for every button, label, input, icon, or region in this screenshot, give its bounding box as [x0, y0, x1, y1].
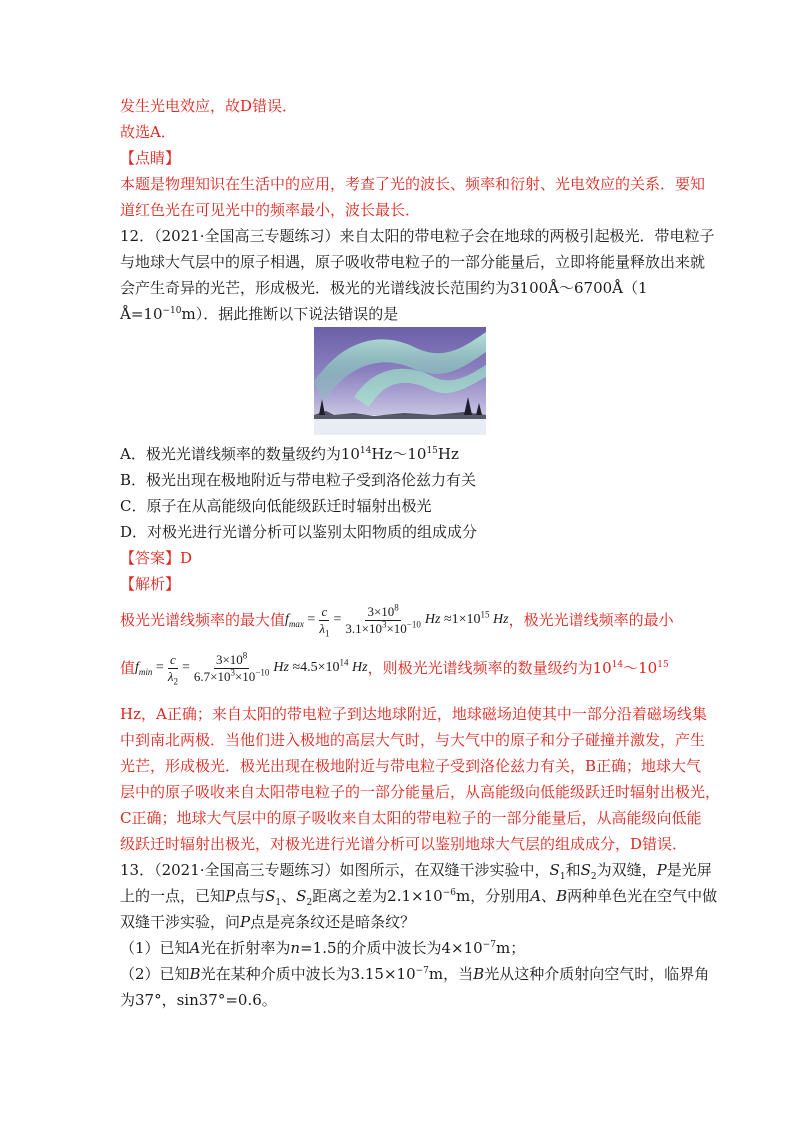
eq1-num-exp: 8 [394, 602, 399, 613]
eq2-prefix: 值 [120, 659, 136, 677]
q13-l2d: 距离之差为2.1×10 [312, 887, 443, 905]
analysis-line-3: 光芒，形成极光．极光出现在极地附近与带电粒子受到洛伦兹力有关，B正确；地球大气 [120, 757, 702, 775]
analysis-label: 【解析】 [120, 575, 181, 593]
q13-s2-exp: −7 [415, 966, 429, 976]
q13-b: B [556, 887, 568, 905]
q13-p-2: P [225, 887, 236, 905]
eq1-c: c [321, 603, 328, 619]
aurora-image [314, 327, 486, 435]
eq2-den2: ×10 [234, 668, 256, 684]
dianjing-line-1: 本题是物理知识在生活中的应用，考查了光的波长、频率和衍射、光电效应的关系．要知 [120, 175, 706, 193]
eq2-c: c [169, 651, 176, 667]
eq2-equals-2: = [181, 660, 190, 675]
q13-s2b: 光在某种介质中波长为3.15×10 [200, 965, 416, 983]
q12-line-3: 会产生奇异的光芒，形成极光．极光的光谱线波长范围约为3100Å～6700Å（1 [120, 279, 648, 297]
eq2-approx: ≈4.5×10 [292, 660, 340, 675]
answer-label: 【答案】 [120, 549, 181, 567]
analysis-line-5: C正确；地球大气层中的原子吸收来自太阳的带电粒子的一部分能量后，从高能级向低能 [120, 809, 702, 827]
q13-sub-1 [120, 938, 525, 958]
analysis-line-2: 中到南北两极．当他们进入极地的高层大气时，与大气中的原子和分子碰撞并激发，产生 [120, 731, 706, 749]
q13-l3b: 点是亮条纹还是暗条纹？ [250, 913, 416, 931]
q13-l1c: 是光屏 [666, 861, 712, 879]
q13-s2a: （2）已知 [120, 965, 190, 983]
eq2-suffix-text: ，则极光光谱线频率的数量级约为10 [367, 659, 612, 677]
q13-s: S [549, 861, 560, 879]
eq2-lambda: λ [167, 668, 174, 684]
q13-l2g: 两种单色光在空气中做 [567, 887, 718, 905]
eq2-equals-1: = [155, 660, 164, 675]
q12-line-1: 12．（2021·全国高三专题练习）来自太阳的带电粒子会在地球的两极引起极光．带电粒子 [120, 227, 715, 245]
option-c: C．原子在从高能级向低能级跃迁时辐射出极光 [120, 497, 432, 515]
eq2-den-exp1: 3 [230, 667, 235, 678]
q13-s1a: （1）已知 [120, 939, 190, 957]
eq1-suffix: ，极光光谱线频率的最小 [508, 611, 674, 629]
eq2-num: 3×10 [215, 651, 243, 667]
q13-s-c: S [265, 887, 276, 905]
dianjing-line-2: 道红色光在可见光中的频率最小，波长最长． [120, 201, 421, 219]
q13-s-d: S [296, 887, 307, 905]
analysis-line-4: 层中的原子吸收来自太阳带电粒子的一部分能量后，从高能级向低能级跃迁时辐射出极光， [120, 783, 721, 801]
eq2-hz-2: Hz [352, 660, 368, 675]
q13-line-2 [120, 886, 717, 906]
q13-s1-exp: −7 [482, 940, 496, 950]
q13-l2-exp: −6 [442, 888, 456, 898]
q13-b-3: B [473, 965, 485, 983]
eq1-approx: ≈1×10 [443, 612, 481, 627]
eq1-equals-2: = [333, 612, 342, 627]
q12-l4a: Å=10 [120, 305, 163, 323]
eq2-lambda-sub: 2 [173, 676, 178, 687]
q12-l4c: 的是 [368, 305, 399, 323]
equation-min-line [120, 648, 669, 688]
eq2-f-sub: min [138, 666, 153, 677]
q12-l4b: m）．据此推断以下说法 [181, 305, 339, 323]
option-a-text-1: A．极光光谱线频率的数量级约为10 [120, 445, 360, 463]
prev-line-1: 发生光电效应，故D错误． [120, 97, 298, 115]
aurora-illustration [314, 327, 486, 435]
eq1-f: f [285, 612, 289, 627]
eq1-approx-exp: 15 [480, 609, 490, 620]
eq2-num-exp: 8 [242, 650, 248, 661]
q13-s1b: 光在折射率为 [200, 939, 291, 957]
q13-line-3 [120, 912, 415, 932]
q13-s2d: 光从这种介质射向空气时，临界角 [484, 965, 710, 983]
q12-line-2: 与地球大气层中的原子相遇，原子吸收带电粒子的一部分能量后，立即将能量释放出来就 [120, 253, 706, 271]
eq2-f: f [135, 660, 139, 675]
eq1-frac-c-lambda [317, 604, 331, 637]
q13-l1b: 为双缝， [596, 861, 657, 879]
option-a [120, 444, 459, 464]
eq1-equals-1: = [307, 612, 316, 627]
q13-s2-b: 2 [306, 898, 313, 908]
q13-b-2: B [189, 965, 201, 983]
analysis-line-1: Hz，A正确；来自太阳的带电粒子到达地球附近，地球磁场迫使其中一部分沿着磁场线集 [120, 705, 707, 723]
q13-s2c: m，当 [428, 965, 474, 983]
eq2-suffix-exp1: 14 [611, 660, 624, 670]
q13-a: A [530, 887, 542, 905]
q13-l1a: 13．（2021·全国高三专题练习）如图所示，在双缝干涉实验中， [120, 861, 550, 879]
option-b: B．极光出现在极地附近与带电粒子受到洛伦兹力有关 [120, 471, 477, 489]
eq1-den2: ×10 [386, 620, 407, 636]
q13-line-1 [120, 860, 712, 880]
equation-max-line [120, 600, 674, 640]
q13-s1: 1 [559, 872, 566, 882]
eq1-den-exp1: 3 [381, 619, 387, 630]
q13-l2e: m，分别用 [455, 887, 531, 905]
prev-line-2: 故选A． [120, 123, 176, 141]
q13-p: P [656, 861, 667, 879]
option-a-text-2: Hz～10 [371, 445, 427, 463]
eq2-den-exp2: −10 [255, 667, 270, 678]
q13-l2f: 、 [541, 887, 557, 905]
eq1-num: 3×10 [367, 603, 395, 619]
q13-s1-b: 1 [275, 898, 282, 908]
eq2-frac-values [192, 652, 272, 685]
q13-s2: 2 [590, 872, 597, 882]
emphasis-error: 错误 [338, 305, 369, 323]
q13-a-2: A [189, 939, 201, 957]
eq1-frac-values [343, 604, 423, 637]
eq2-den: 6.7×10 [193, 668, 231, 684]
eq1-lambda-sub: 1 [324, 628, 330, 639]
q13-p-3: P [240, 913, 251, 931]
answer-line [120, 548, 192, 568]
q13-s-b: S [580, 861, 591, 879]
eq1-prefix: 极光光谱线频率的最大值 [120, 611, 286, 629]
option-d: D．对极光进行光谱分析可以鉴别太阳物质的组成成分 [120, 523, 478, 541]
eq1-den-exp2: −10 [406, 619, 421, 630]
eq1-den: 3.1×10 [345, 620, 382, 636]
eq2-suffix-exp2: 15 [657, 660, 669, 670]
q13-sub-2 [120, 964, 709, 984]
q13-l2a: 上的一点，已知 [120, 887, 226, 905]
q13-s1c: =1.5的介质中波长为4×10 [300, 939, 483, 957]
q13-l3: 双缝干涉实验，问 [120, 913, 241, 931]
eq2-hz: Hz [273, 660, 289, 675]
eq1-f-sub: max [288, 618, 304, 629]
dianjing-label: 【点睛】 [120, 149, 181, 167]
eq1-lambda: λ [319, 620, 325, 636]
option-a-text-3: Hz [437, 445, 459, 463]
eq2-suffix [368, 648, 669, 688]
q12-l4-exp: −10 [162, 306, 182, 316]
q13-n: n [290, 939, 301, 957]
analysis-line-6: 级跃迁时辐射出极光，对极光进行光谱分析可以鉴别地球大气层的组成成分，D错误． [120, 835, 688, 853]
eq2-tilde: ～10 [623, 659, 658, 677]
q13-sub-2-cont: 为37°，sin37°=0.6。 [120, 991, 277, 1009]
option-a-exp-1: 14 [359, 446, 372, 456]
q13-and: 和 [565, 861, 581, 879]
q13-s1d: m； [495, 939, 526, 957]
q12-line-4 [120, 304, 398, 324]
eq2-frac-c-lambda [166, 652, 180, 685]
answer-value: D [180, 549, 193, 567]
q13-l2c: 、 [281, 887, 297, 905]
eq1-hz-2: Hz [493, 612, 509, 627]
option-a-exp-2: 15 [426, 446, 438, 456]
eq2-approx-exp: 14 [339, 657, 349, 668]
eq1-hz: Hz [424, 612, 441, 627]
q13-l2b: 点与 [235, 887, 266, 905]
